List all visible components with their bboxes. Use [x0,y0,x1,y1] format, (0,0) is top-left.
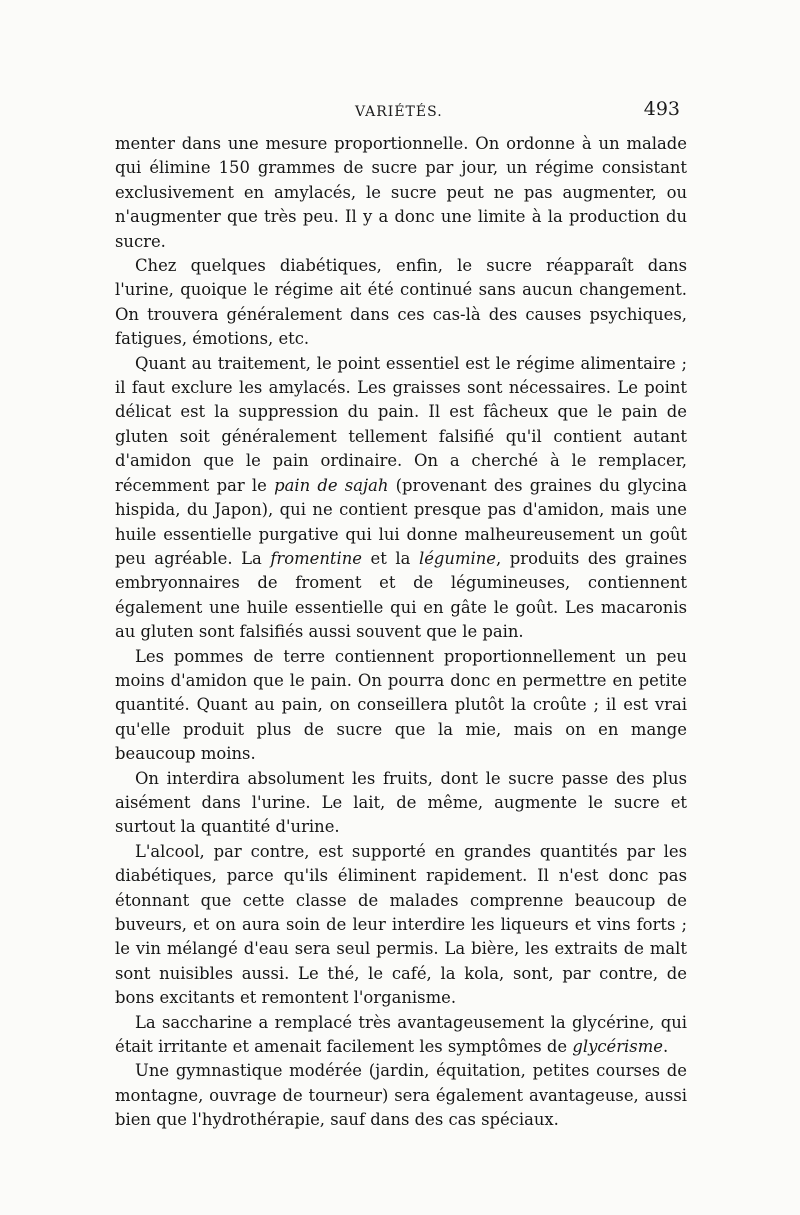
paragraph-text: Quant au traitement, le point essentiel est le régime alimentaire ; il faut exclure les amylacés. Les graisses sont nécessaires. Le point délicat est la suppression du pain. Il est fâcheux que le pain de gluten soit généralement tellement falsifié qu'il contient autant d'amidon que le pain ordinaire. On a cherché à le remplacer, récemment par le [115,353,687,495]
paragraph-fruits: On interdira absolument les fruits, dont le sucre passe des plus aisément dans l'urine. Le lait, de même, augmente le sucre et surtout la quantité d'urine. [115,768,687,837]
paragraph-saccharine [115,1011,687,1060]
page-number: 493 [643,98,680,120]
paragraph-gymnastics: Une gymnastique modérée (jardin, équitation, petites courses de montagne, ouvrage de tourneur) sera également avantageuse, aussi bien que l'hydrothérapie, sauf dans des cas spéciaux. [115,1061,687,1130]
italic-term-legumine: légumine [418,548,496,568]
paragraph-potatoes: Les pommes de terre contiennent proportionnellement un peu moins d'amidon que le pain. On pourra donc en permettre en petite quantité. Quant au pain, on conseillera plutôt la croûte ; il est vrai qu'elle produit plus de sucre que la mie, mais on en mange beaucoup moins. [115,646,687,764]
section-title: VARIÉTÉS. [355,104,443,120]
body-text [115,132,687,1133]
paragraph-text: et la [361,548,419,568]
running-header [115,98,680,128]
paragraph-text: La saccharine a remplacé très avantageusement la glycérine, qui était irritante et amenait facilement les symptômes de [115,1012,687,1057]
paragraph-text: , produits des graines embryonnaires de froment et de légumineuses, contiennent également une huile essentielle qui en gâte le goût. Les macaronis au gluten sont falsifiés aussi souvent que le pain. [115,548,687,642]
italic-term-pain-de-sajah: pain de sajah [274,475,389,495]
paragraph-relapse: Chez quelques diabétiques, enfin, le sucre réapparaît dans l'urine, quoique le régime ait été continué sans aucun changement. On trouvera généralement dans ces cas-là des causes psychiques, fatigues, émotions, etc. [115,256,687,349]
italic-term-glycerisme: glycérisme [572,1037,663,1057]
italic-term-fromentine: fromentine [270,548,362,568]
paragraph-continuation: menter dans une mesure proportionnelle. On ordonne à un malade qui élimine 150 grammes de sucre par jour, un régime consistant exclusivement en amylacés, le sucre peut ne pas augmenter, ou n'augmenter que très peu. Il y a donc une limite à la production du sucre. [115,134,687,251]
paragraph-text: . [662,1037,669,1057]
paragraph-alcohol: L'alcool, par contre, est supporté en grandes quantités par les diabétiques, parce qu'ils éliminent rapidement. Il n'est donc pas étonnant que cette classe de malades comprenne beaucoup de buveurs, et on aura soin de leur interdire les liqueurs et vins forts ; le vin mélangé d'eau sera seul permis. La bière, les extraits de malt sont nuisibles aussi. Le thé, le café, la kola, sont, par contre, de bons excitants et remontent l'organisme. [115,841,687,1008]
paragraph-text: (provenant des graines du glycina hispida, du Japon), qui ne contient presque pas d'amidon, mais une huile essentielle purgative qui lui donne malheureusement un goût peu agréable. La [115,475,687,568]
paragraph-treatment [115,352,687,645]
